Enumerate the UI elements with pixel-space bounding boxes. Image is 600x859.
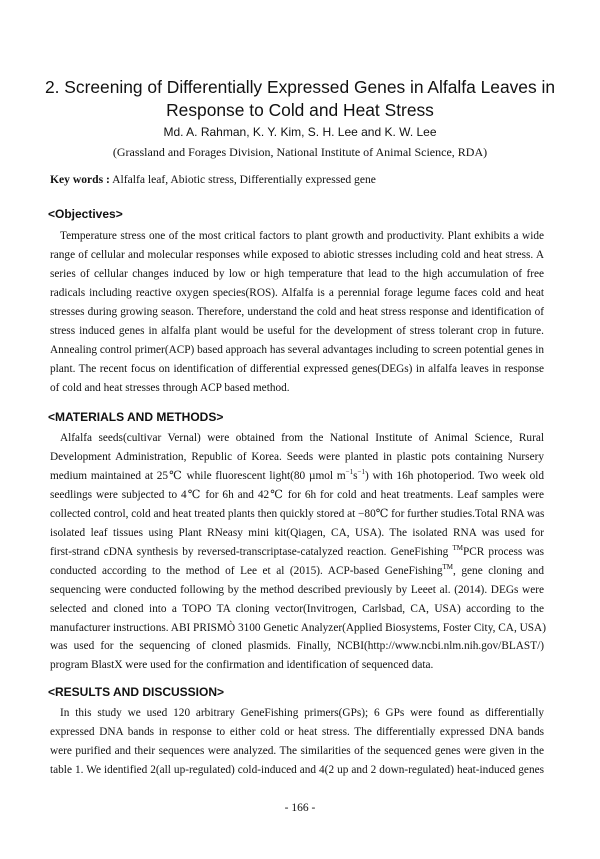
title-line-1: 2. Screening of Differentially Expressed Genes in Alfalfa Leaves in: [44, 77, 556, 97]
methods-text: first-strand cDNA synthesis by reversed-transcriptase-catalyzed reaction. GeneFishing: [50, 545, 449, 558]
methods-line: Alfalfa seeds(cultivar Vernal) were obtained from the National Institute of Animal Science, Rural: [60, 432, 544, 444]
methods-paragraph: [50, 429, 544, 675]
keywords: [50, 172, 550, 187]
keywords-text: Alfalfa leaf, Abiotic stress, Differentially expressed gene: [112, 173, 376, 186]
methods-text: ) with 16h photoperiod. Two week old: [364, 469, 545, 482]
results-line: In this study we used 120 arbitrary GeneFishing primers(GPs); 6 GPs were found as differentially: [60, 707, 544, 719]
methods-line: collected control, cold and heat treated plants then quickly stored at −80℃ for further studies.Total RNA was: [50, 507, 545, 520]
keywords-label: Key words :: [50, 173, 110, 186]
results-paragraph: [50, 704, 544, 780]
superscript: −1: [357, 467, 365, 476]
methods-line: program BlastX were used for the confirmation and identification of sequenced data.: [50, 659, 434, 672]
methods-text: , gene cloning and: [453, 564, 544, 577]
methods-line: isolated leaf tissues using Plant RNeasy mini kit(Qiagen, CA, USA). The isolated RNA was used for: [50, 526, 544, 539]
objectives-line: series of cellular changes induced by low or high temperature that lead to the high accumulation of free: [50, 267, 544, 280]
results-line: were purified and their sequences were analyzed. The similarities of the sequenced genes were given in the: [50, 744, 544, 757]
methods-line: was used for the sequencing of cloned plasmids. Finally, NCBI(http://www.ncbi.nlm.nih.gov/BLAST/): [50, 640, 544, 653]
affiliation: (Grassland and Forages Division, National Institute of Animal Science, RDA): [112, 145, 488, 159]
objectives-line: Temperature stress one of the most critical factors to plant growth and productivity. Plant exhibits a wide: [60, 230, 544, 242]
methods-line: [50, 543, 544, 562]
methods-heading: <MATERIALS AND METHODS>: [48, 410, 224, 424]
authors: Md. A. Rahman, K. Y. Kim, S. H. Lee and K. W. Lee: [163, 125, 437, 139]
methods-text: medium maintained at 25℃ while fluorescent light(80 µmol m: [50, 469, 346, 482]
methods-line: [50, 562, 544, 581]
superscript: TM: [452, 543, 463, 552]
methods-line: [50, 467, 544, 486]
superscript: −1: [345, 467, 354, 476]
methods-text: conducted according to the method of Lee et al (2015). ACP-based GeneFishing: [50, 564, 443, 577]
superscript: TM: [442, 562, 454, 571]
title-line-2: Response to Cold and Heat Stress: [166, 100, 434, 120]
paper-title: [40, 76, 560, 122]
objectives-line: stress induced genes in alfalfa plant would be useful for the development of stress tolerant crop in future.: [50, 324, 544, 337]
results-line: table 1. We identified 2(all up-regulated) cold-induced and 4(2 up and 2 down-regulated) heat-induced genes: [50, 763, 544, 776]
methods-line: selected and cloned into a TOPO TA cloning vector(Invitrogen, Carlsbad, CA, USA) according to the: [50, 602, 544, 615]
objectives-heading: <Objectives>: [48, 207, 123, 221]
objectives-line: of cold and heat stresses through ACP based method.: [50, 381, 290, 394]
page-number: - 166 -: [284, 802, 316, 814]
methods-line: Development Administration, Republic of Korea. Seeds were planted in plastic pots containing Nursery: [50, 450, 544, 463]
objectives-line: radicals including reactive oxygen species(ROS). Alfalfa is a perennial forage legume faces cold and heat: [50, 286, 544, 299]
results-heading: <RESULTS AND DISCUSSION>: [48, 685, 225, 699]
objectives-line: range of cellular and molecular responses while exposed to abiotic stresses including cold and heat stress. A: [50, 248, 544, 261]
methods-text: s: [353, 469, 358, 482]
objectives-line: plant. The recent focus on identification of differential expressed genes(DEGs) in alfalfa leaves in response: [50, 362, 544, 375]
methods-line: sequencing were conducted following by the method described previously by Leeet al. (2014). DEGs were: [50, 583, 544, 596]
methods-text: PCR process was: [462, 545, 544, 558]
objectives-paragraph: [50, 227, 544, 398]
methods-line: seedlings were subjected to 4℃ for 6h and 42℃ for 6h for cold and heat treatments. Leaf samples were: [50, 488, 544, 501]
results-line: expressed DNA bands in response to either cold or heat stress. The differentially expressed DNA bands: [50, 725, 544, 738]
methods-line: manufacturer instructions. ABI PRISMÒ 3100 Genetic Analyzer(Applied Biosystems, Foster City, CA, USA): [50, 621, 546, 634]
objectives-line: stresses during growing season. Therefore, understand the cold and heat stress response and identification of: [50, 305, 544, 318]
objectives-line: Annealing control primer(ACP) based approach has several advantages including to screen potential genes in: [50, 343, 545, 356]
